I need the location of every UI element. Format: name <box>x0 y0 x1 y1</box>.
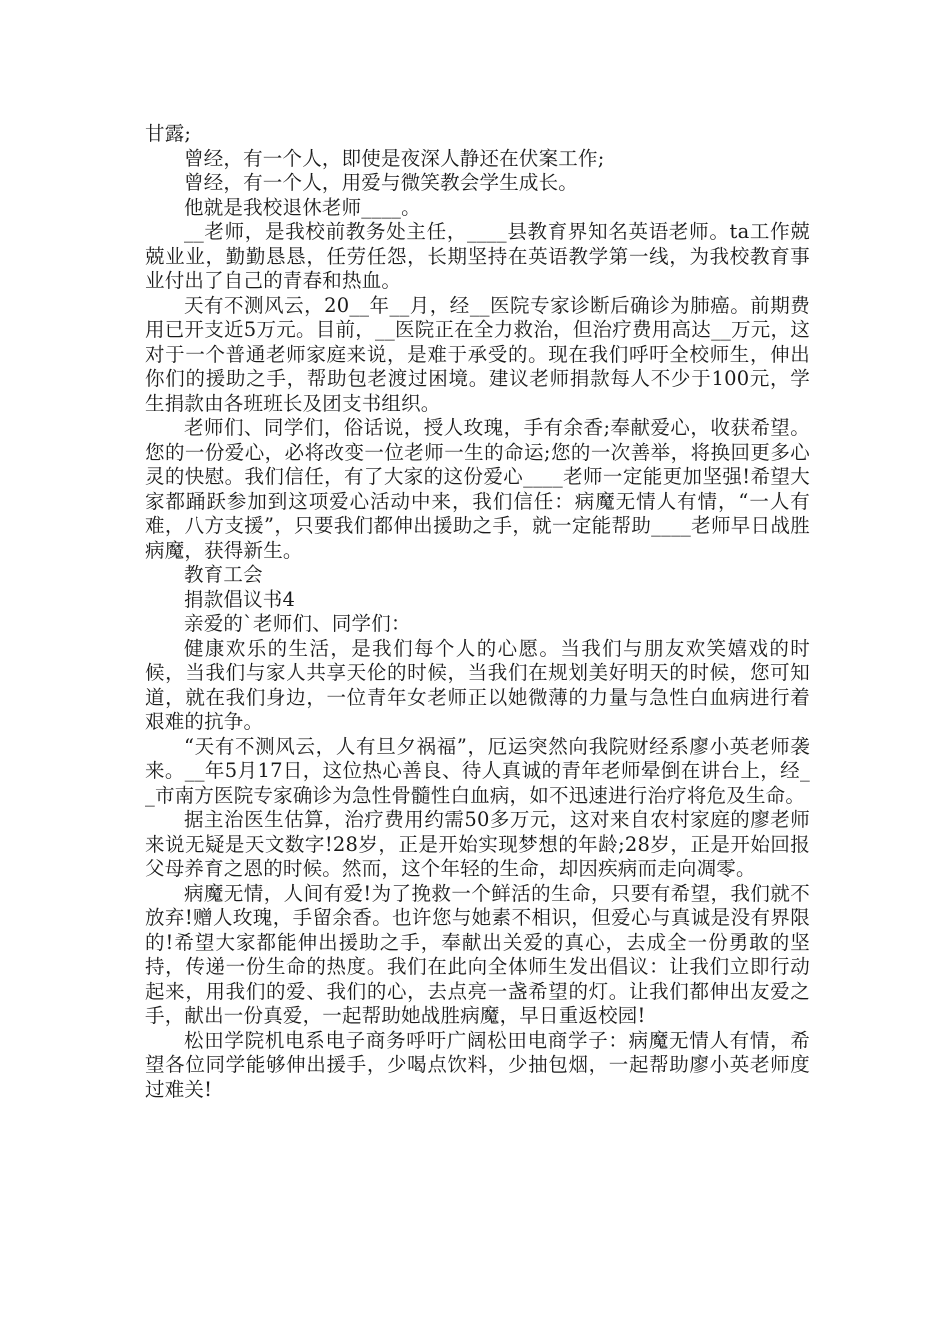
paragraph: 曾经，有一个人，用爱与微笑教会学生成长。 <box>184 171 579 194</box>
salutation: 亲爱的`老师们、同学们： <box>184 612 411 635</box>
paragraph: 健康欢乐的生活，是我们每个人的心愿。当我们与朋友欢笑嬉戏的时候，当我们与家人共享天伦的时候，当我们在规划美好明天的时候，您可知道，就在我们身边，一位青年女老师正以她微薄的力量与急性白血病进行着艰难的抗争。 <box>145 636 810 733</box>
paragraph: 据主治医生估算，治疗费用约需50多万元，这对来自农村家庭的廖老师来说无疑是天文数字!28岁，正是开始实现梦想的年龄;28岁，正是开始回报父母养育之恩的时候。然而，这个年轻的生命，却因疾病而走向凋零。 <box>145 808 810 880</box>
signature-line: 教育工会 <box>184 563 263 586</box>
paragraph-opening: 甘露; <box>145 122 192 145</box>
paragraph: 曾经，有一个人，即使是夜深人静还在伏案工作; <box>184 146 605 170</box>
paragraph: __老师，是我校前教务处主任，____县教育界知名英语老师。ta工作兢兢业业，勤勤恳恳，任劳任怨，长期坚持在英语教学第一线，为我校教育事业付出了自己的青春和热血。 <box>145 220 810 292</box>
section-title: 捐款倡议书4 <box>184 587 296 611</box>
paragraph: 老师们、同学们，俗话说，授人玫瑰，手有余香;奉献爱心，收获希望。您的一份爱心，必将改变一位老师一生的命运;您的一次善举，将换回更多心灵的快慰。我们信任，有了大家的这份爱心____老师一定能更加坚强!希望大家都踊跃参加到这项爱心活动中来，我们信任：病魔无情人有情，“一人有难，八方支援”，只要我们都伸出援助之手，就一定能帮助____老师早日战胜病魔，获得新生。 <box>145 416 810 562</box>
paragraph: 他就是我校退休老师____。 <box>184 195 421 219</box>
paragraph: 天有不测风云，20__年__月，经__医院专家诊断后确诊为肺癌。前期费用已开支近5万元。目前，__医院正在全力救治，但治疗费用高达__万元，这对于一个普通老师家庭来说，是难于承受的。现在我们呼吁全校师生，伸出你们的援助之手，帮助包老渡过困境。建议老师捐款每人不少于100元，学生捐款由各班班长及团支书组织。 <box>145 293 810 415</box>
document-page <box>145 122 810 1102</box>
paragraph: 病魔无情，人间有爱!为了挽救一个鲜活的生命，只要有希望，我们就不放弃!赠人玫瑰，手留余香。也许您与她素不相识，但爱心与真诚是没有界限的!希望大家都能伸出援助之手，奉献出关爱的真心，去成全一份勇敢的坚持，传递一份生命的热度。我们在此向全体师生发出倡议：让我们立即行动起来，用我们的爱、我们的心，去点亮一盏希望的灯。让我们都伸出友爱之手，献出一份真爱，一起帮助她战胜病魔，早日重返校园! <box>145 881 810 1027</box>
paragraph: “天有不测风云，人有旦夕祸福”，厄运突然向我院财经系廖小英老师袭来。__年5月17日，这位热心善良、待人真诚的青年老师晕倒在讲台上，经__市南方医院专家确诊为急性骨髓性白血病，如不迅速进行治疗将危及生命。 <box>145 734 810 807</box>
paragraph: 松田学院机电系电子商务呼吁广阔松田电商学子：病魔无情人有情，希望各位同学能够伸出援手，少喝点饮料，少抽包烟，一起帮助廖小英老师度过难关! <box>145 1028 810 1101</box>
